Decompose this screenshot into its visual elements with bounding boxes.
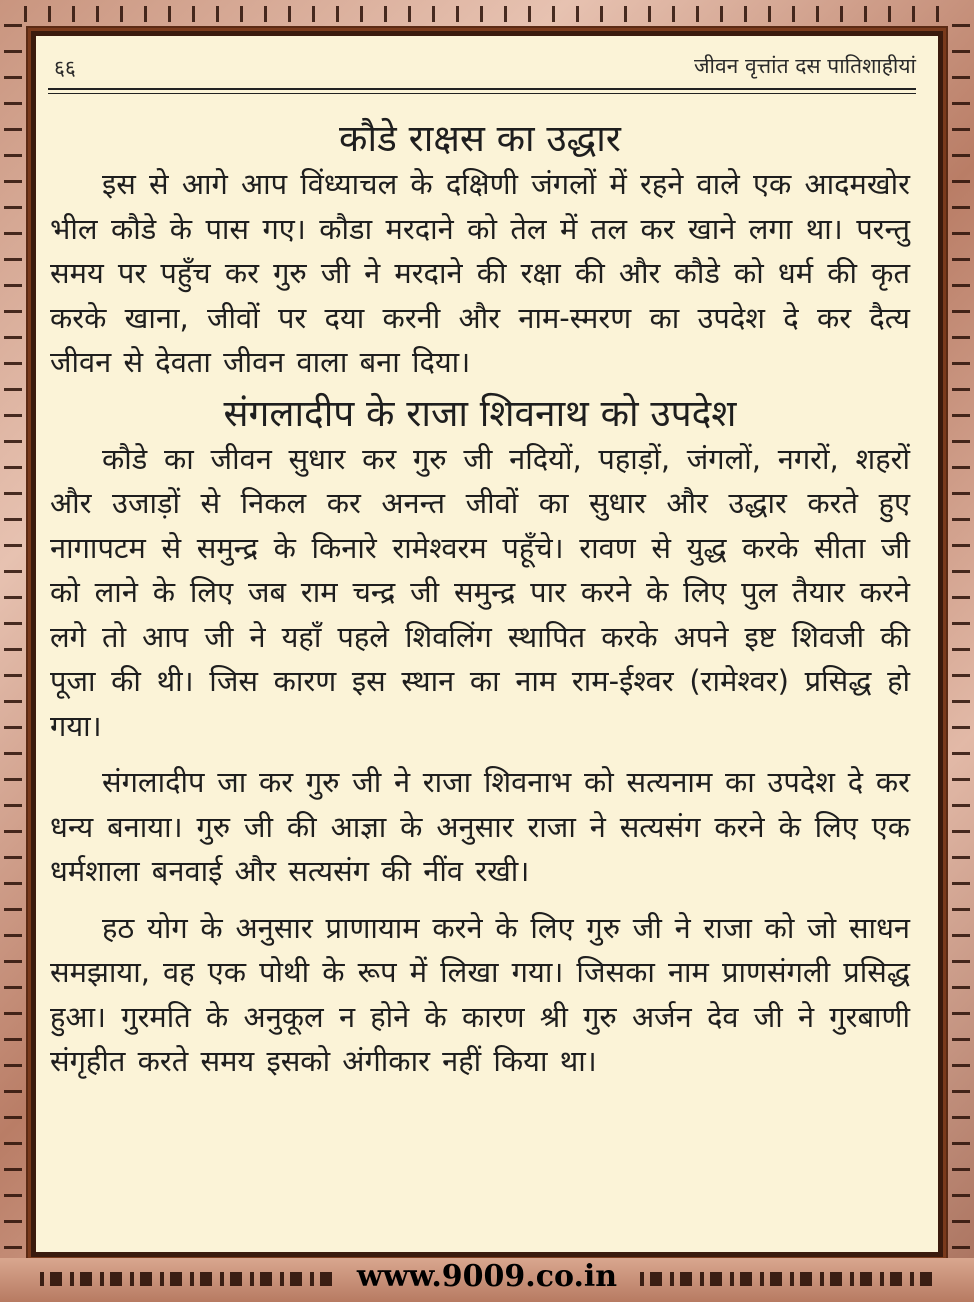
section-heading-kaude: कौडे राक्षस का उद्धार [339, 117, 621, 160]
page-number: ६६ [54, 56, 76, 80]
paragraph-pransangli: हठ योग के अनुसार प्राणायाम करने के लिए गुरु जी ने राजा को जो साधन समझाया, वह एक पोथी के रूप में लिखा गया। जिसका नाम प्राणसंगली प्रसिद्ध हुआ। गुरमति के अनुकूल न होने के कारण श्री गुरु अर्जन देव जी ने गुरबाणी संगृहीत करते समय इसको अंगीकार नहीं किया था। [50, 910, 910, 1078]
paragraph-kaude: इस से आगे आप विंध्याचल के दक्षिणी जंगलों में रहने वाले एक आदमखोर भील कौडे के पास गए। कौडा मरदाने को तेल में तल कर खाने लगा था। परन्तु समय पर पहुँच कर गुरु जी ने मरदाने की रक्षा की और कौडे को धर्म की कृत करके खाना, जीवों पर दया करनी और नाम-स्मरण का उपदेश दे कर दैत्य जीवन से देवता जीवन वाला बना दिया। [50, 167, 910, 379]
page-content [50, 116, 910, 1084]
paragraph-rameshwaram: कौडे का जीवन सुधार कर गुरु जी नदियों, पहाड़ों, जंगलों, नगरों, शहरों और उजाड़ों से निकल कर अनन्त जीवों का सुधार और उद्धार करते हुए नागापटम से समुन्द्र के किनारे रामेश्वरम पहूँचे। रावण से युद्ध करके सीता जी को लाने के लिए जब राम चन्द्र जी समुन्द्र पार करने के लिए पुल तैयार करने लगे तो आप जी ने यहाँ पहले शिवलिंग स्थापित करके अपने इष्ट शिवजी की पूजा की थी। जिस कारण इस स्थान का नाम राम-ईश्वर (रामेश्वर) प्रसिद्ध हो गया। [50, 441, 910, 743]
header-rule [48, 88, 916, 90]
left-chain-ornament [4, 14, 22, 1252]
website-link[interactable]: www.9009.co.in [356, 1259, 618, 1294]
book-title: जीवन वृत्तांत दस पातिशाहीयां [693, 54, 916, 78]
paragraph-sangladeep: संगलादीप जा कर गुरु जी ने राजा शिवनाभ को सत्यनाम का उपदेश दे कर धन्य बनाया। गुरु जी की आज्ञा के अनुसार राजा ने सत्यसंग करने के लिए एक धर्मशाला बनवाई और सत्यसंग की नींव रखी। [50, 765, 910, 888]
header-rule-thin [48, 93, 916, 94]
book-page [36, 36, 938, 1252]
top-chain-ornament [14, 6, 960, 22]
right-chain-ornament [952, 14, 970, 1252]
section-heading-sangladeep: संगलादीप के राजा शिवनाथ को उपदेश [223, 391, 737, 435]
running-header [50, 50, 916, 84]
